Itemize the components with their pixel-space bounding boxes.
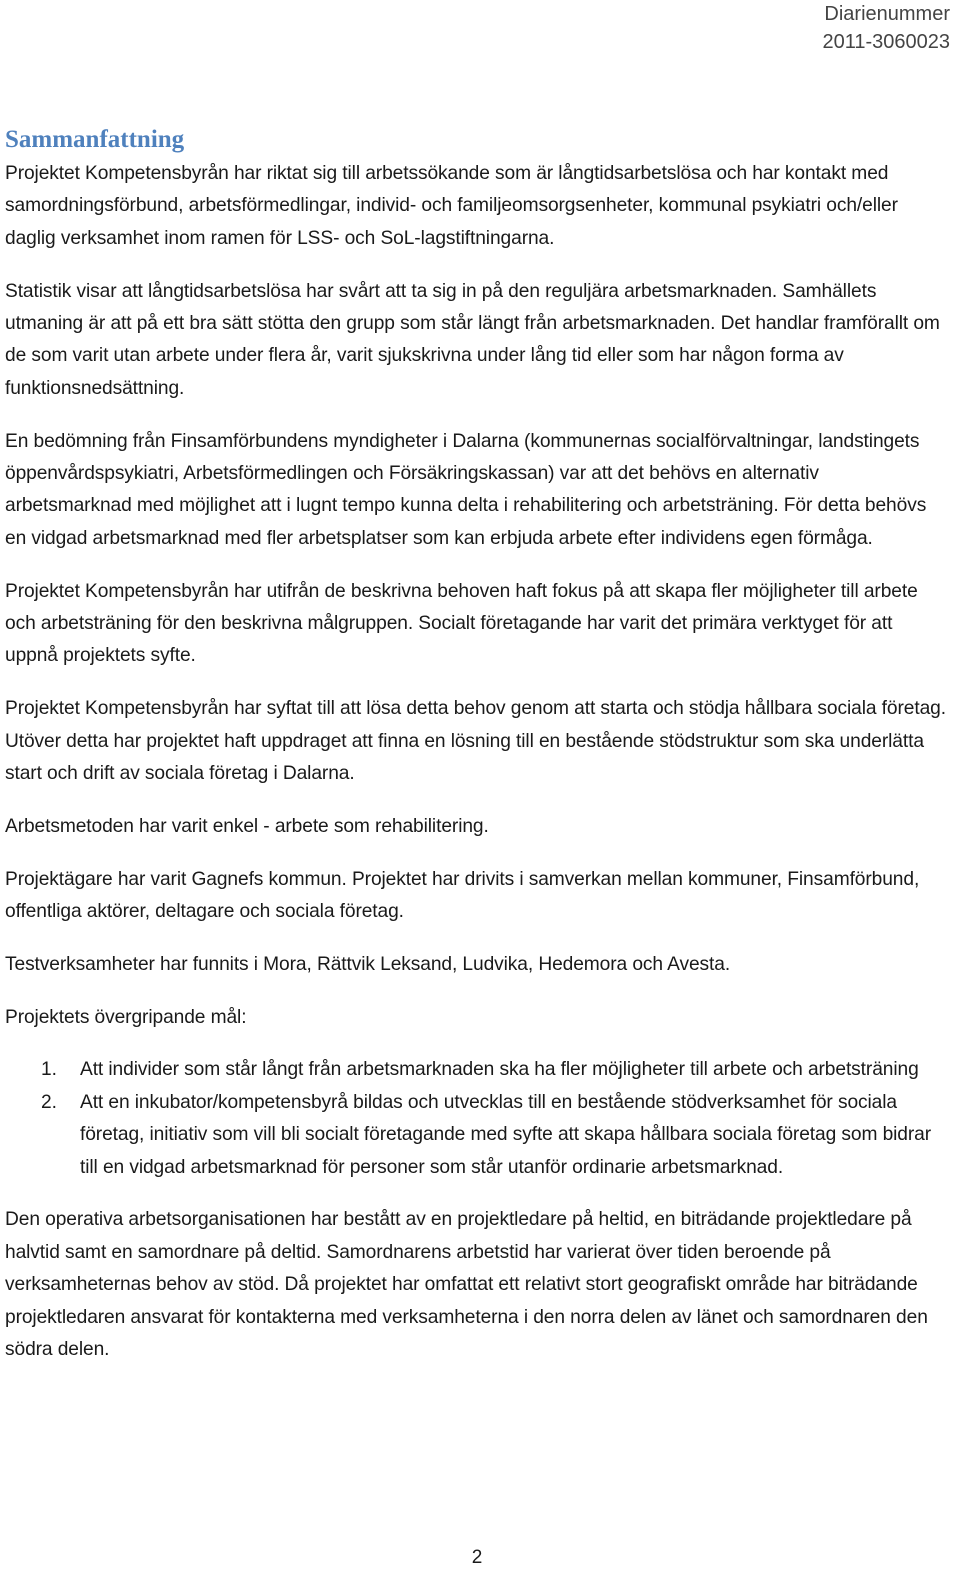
goals-list	[5, 1054, 950, 1184]
paragraph-statistics: Statistik visar att långtidsarbetslösa har svårt att ta sig in på den reguljära arbetsmarknaden. Samhällets utmaning är att på ett bra sätt stötta den grupp som står längt från arbetsmarknaden. Det handlar framförallt om de som varit utan arbete under flera år, varit sjukskrivna under lång tid eller som har någon forma av funktionsnedsättning.	[5, 280, 940, 399]
paragraph-intro: Projektet Kompetensbyrån har riktat sig till arbetssökande som är långtidsarbetslösa och har kontakt med samordningsförbund, arbetsförmedlingar, individ- och familjeomsorgsenheter, kommunal psykiatri och/eller daglig verksamhet inom ramen för LSS- och SoL-lagstiftningarna.	[5, 163, 898, 249]
list-item-number: 1.	[41, 1059, 57, 1081]
paragraph-method: Arbetsmetoden har varit enkel - arbete som rehabilitering.	[5, 815, 489, 837]
diarienummer-label: Diarienummer	[824, 3, 950, 25]
paragraph-assessment: En bedömning från Finsamförbundens myndigheter i Dalarna (kommunernas socialförvaltningar, landstingets öppenvårdspsykiatri, Arbetsförmedlingen och Försäkringskassan) var att det behövs en alternativ arbetsmarknad med möjlighet att i lugnt tempo kunna delta i rehabilitering och arbetsträning. För detta behövs en vidgad arbetsmarknad med fler arbetsplatser som kan erbjuda arbete efter individens egen förmåga.	[5, 430, 927, 549]
list-item	[5, 1087, 950, 1184]
paragraph-goals-intro: Projektets övergripande mål:	[5, 1006, 247, 1028]
paragraph-organisation: Den operativa arbetsorganisationen har bestått av en projektledare på heltid, en biträdande projektledare på halvtid samt en samordnare på deltid. Samordnarens arbetstid har varierat över tiden beroende på verksamheternas behov av stöd. Då projektet har omfattat ett relativt stort geografiskt område har biträdande projektledaren ansvarat för kontakterna med verksamheterna i den norra delen av länet och samordnaren den södra delen.	[5, 1209, 928, 1361]
paragraph-focus: Projektet Kompetensbyrån har utifrån de beskrivna behoven haft fokus på att skapa fler möjligheter till arbete och arbetsträning för den beskrivna målgruppen. Socialt företagande har varit det primära verktyget för att uppnå projektets syfte.	[5, 580, 918, 667]
section-heading: Sammanfattning	[5, 126, 185, 153]
paragraph-locations: Testverksamheter har funnits i Mora, Rättvik Leksand, Ludvika, Hedemora och Avesta.	[5, 953, 731, 975]
page-number: 2	[471, 1547, 483, 1568]
paragraph-purpose: Projektet Kompetensbyrån har syftat till att lösa detta behov genom att starta och stödja hållbara sociala företag. Utöver detta har projektet haft uppdraget att finna en lösning till en bestående stödstruktur som ska underlätta start och drift av sociala företag i Dalarna.	[5, 698, 946, 785]
document-body	[5, 124, 950, 1387]
list-item	[5, 1054, 950, 1086]
paragraph-owner: Projektägare har varit Gagnefs kommun. Projektet har drivits i samverkan mellan kommuner, Finsamförbund, offentliga aktörer, deltagare och sociala företag.	[5, 868, 920, 923]
list-item-text: Att en inkubator/kompetensbyrå bildas och utvecklas till en bestående stödverksamhet för sociala företag, initiativ som vill bli socialt företagande med syfte att skapa hållbara sociala företag som bidrar till en vidgad arbetsmarknad för personer som står utanför ordinarie arbetsmarknad.	[80, 1091, 932, 1178]
list-item-number: 2.	[41, 1091, 57, 1113]
list-item-text: Att individer som står långt från arbetsmarknaden ska ha fler möjligheter till arbete och arbetsträning	[80, 1059, 919, 1081]
diarienummer-value: 2011-3060023	[822, 31, 950, 53]
document-header	[822, 0, 950, 56]
